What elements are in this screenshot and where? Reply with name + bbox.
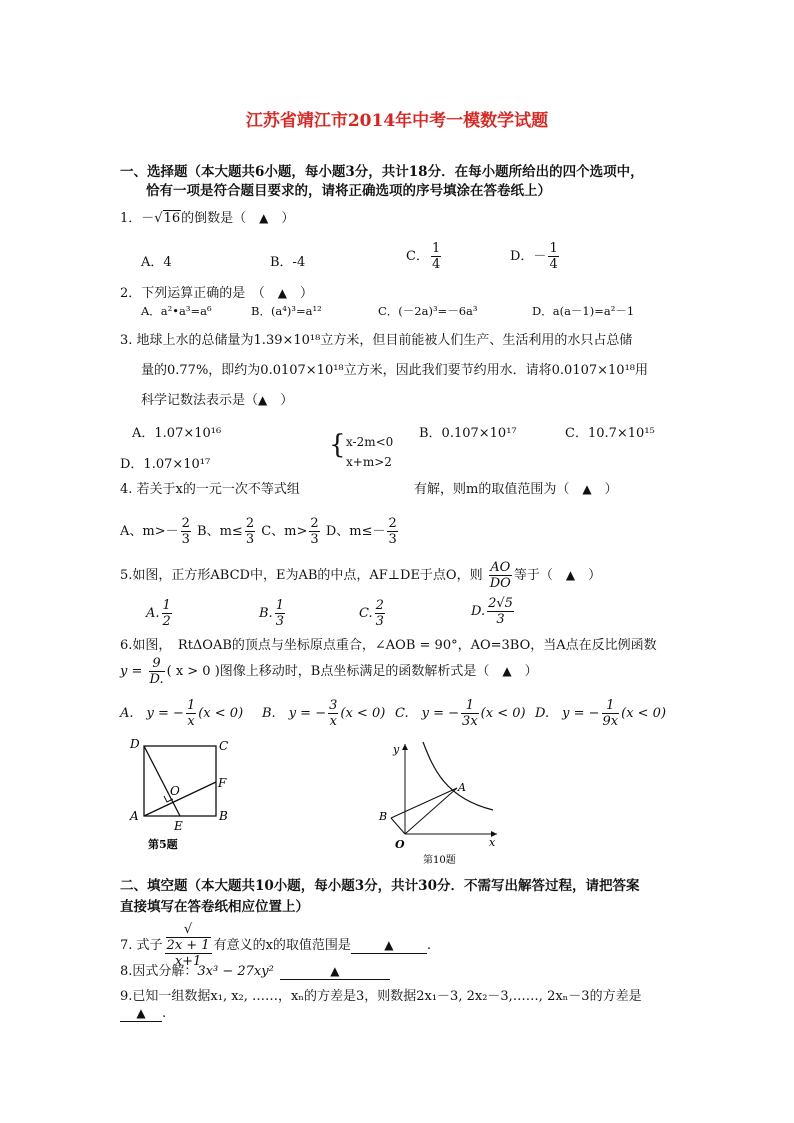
label-y: y [393,743,400,756]
q4-system-1: x-2m<0 [346,435,394,449]
fraction: $\frac{2}{3}$ [245,516,255,547]
q4-option-c: C、m> [261,524,308,539]
fraction: $\frac{1}{4}$ [549,241,558,272]
q3-close: ） [280,393,294,408]
q2-option-c: C．(－2a)³=－6a³ [378,304,478,318]
label-a: A [458,781,466,794]
question-8 [120,960,390,980]
q5-stem2: 等于（ [513,568,553,583]
answer-mark: ▲ [277,286,288,300]
label-c: C [219,739,229,753]
q6-line2 [120,656,538,687]
segment-af [144,782,216,816]
q6-line1: 6.如图， RtΔOAB的顶点与坐标原点重合，∠AOB = 90°，AO=3BO，当A点在反比例函数 [120,638,657,653]
fraction: $\frac{9}{D.}$ [149,656,164,687]
square-abcd [144,746,216,816]
label-b: B [219,809,228,823]
q1-close: ） [281,211,295,226]
fraction: $\frac{3}{x}$ [329,698,338,729]
answer-mark: ▲ [582,482,592,496]
label-f: F [218,776,227,790]
q2-option-d: D．a(a－1)=a²－1 [532,304,635,318]
label-o: O [170,784,180,798]
q4-option-a: A、m>－ [120,524,179,539]
answer-mark: ▲ [259,211,269,225]
q4-stem-cont [414,478,618,497]
answer-mark: ▲ [258,393,268,407]
label-e: E [174,819,183,833]
q3-option-c: C．10.7×10¹⁵ [565,426,655,441]
q3-stem: 科学记数法表示是（ [141,393,259,408]
question-2 [120,282,313,301]
q3-line1: 3. 地球上水的总储量为1.39×10¹⁸立方米，但目前能被人们生产、生活利用的水只占总储 [120,333,633,348]
figure-5-caption: 第5题 [148,838,178,851]
fraction: $\frac{2}{3}$ [375,598,384,629]
q4-option-d: D、m≤－ [325,524,386,539]
segment-ob [391,818,405,834]
q1-option-b: B．-4 [270,255,306,270]
question-5 [120,560,601,591]
q3-option-a: A．1.07×10¹⁶ [132,426,222,441]
q4-option-b: B、m≤ [197,524,243,539]
q4-stem2: 有解，则m的取值范围为（ [414,482,570,497]
q1-number: 1．－ [120,211,155,226]
q6-option-a: A. y = − $\frac{1}{x}$ (x < 0) [120,698,244,729]
figure-10-caption: 第10题 [423,855,456,866]
section2-heading: 二、填空题（本大题共10小题，每小题3分，共计30分．不需写出解答过程，请把答案 [120,878,640,894]
q5-option-d: D. $\frac{2√5}{3}$ [471,596,513,627]
y-axis-arrow [402,744,408,750]
section1-heading: 一、选择题（本大题共6小题，每小题3分，共计18分．在每小题所给出的四个选项中， [120,164,644,180]
q6-option-d: D. y = − $\frac{1}{9x}$ (x < 0) [535,698,667,729]
answer-blank: ▲ [280,964,390,980]
q8-expression: 3x³ − 27xy² [197,964,274,979]
fraction: $\frac{1}{4}$ [431,241,441,272]
q5-option-c: C. $\frac{2}{3}$ [359,598,384,629]
label-b: B [379,810,388,823]
brace-icon: { [329,430,346,460]
q5-close: ） [588,568,602,583]
section1-heading-cont: 恰有一项是符合题目要求的，请将正确选项的序号填涂在答卷纸上） [146,183,551,199]
fraction: $\frac{AO}{DO}$ [489,560,511,591]
q4-close: ） [604,482,618,497]
fraction: √ 2x + 1 x+1 [166,922,210,969]
segment-de [144,746,180,816]
fraction: $\frac{2}{3}$ [310,516,319,547]
q1-c-label: C． [406,249,429,264]
figure-5-square [120,732,240,857]
q4-system-2: x+m>2 [346,455,392,469]
label-a: A [130,809,139,823]
figure-10-graph [365,738,505,866]
q3-line3 [141,389,293,408]
page-title: 江苏省靖江市2014年中考一模数学试题 [245,111,549,131]
fraction: $\frac{2}{3}$ [181,516,190,547]
q5-option-a: A. $\frac{1}{2}$ [146,598,171,629]
q1-radicand: 16 [163,211,181,226]
q3-option-b: B．0.107×10¹⁷ [419,426,517,441]
fraction: $\frac{1}{3x}$ [462,698,478,729]
question-7: 7. 式子 √ 2x + 1 x+1 有意义的x的取值范围是 ▲ . [120,922,432,969]
q1-d-label: D．－ [510,249,547,264]
answer-mark: ▲ [502,664,512,678]
fraction: $\frac{1}{x}$ [186,698,196,729]
segment-ab [391,788,457,818]
section2-heading-cont: 直接填写在答卷纸相应位置上） [120,899,309,915]
q5-stem: 5.如图，正方形ABCD中，E为AB的中点，AF⊥DE于点O，则 [120,568,483,583]
fraction: $\frac{1}{9x}$ [602,698,619,729]
q8-pre: 8.因式分解： [120,964,198,979]
fraction: $\frac{1}{2}$ [162,598,171,629]
sqrt-sign: √ [154,211,163,226]
q6-option-c: C. y = − $\frac{1}{3x}$ (x < 0) [395,698,526,729]
fraction: $\frac{1}{3}$ [275,598,284,629]
q2-stem: 2．下列运算正确的是 （ [120,286,265,301]
q2-close: ） [300,286,314,301]
q4-stem: 4. 若关于x的一元一次不等式组 [120,482,300,497]
q1-option-d [510,241,561,272]
q2-option-b: B．(a⁴)³=a¹² [251,304,322,318]
q5-option-b: B. $\frac{1}{3}$ [259,598,284,629]
q1-option-c [406,241,443,272]
fraction: $\frac{2√5}{3}$ [488,596,513,627]
q1-option-a: A．4 [141,255,172,270]
q6-option-b: B. y = − $\frac{3}{x}$ (x < 0) [262,698,386,729]
q6-y: y = [120,664,143,679]
label-o: O [395,838,405,851]
q6-stem2: ( x > 0 )图像上移动时，B点坐标满足的函数解析式是（ [166,664,490,679]
answer-blank: ▲ [120,1006,162,1022]
q4-options [120,516,400,547]
q6-close: ） [524,664,538,679]
fraction: $\frac{2}{3}$ [388,516,397,547]
q1-stem: 的倒数是（ [181,211,247,226]
q9-line1: 9.已知一组数据x₁, x₂, ……，xₙ的方差是3，则数据2x₁－3, 2x₂－3,……, 2xₙ－3的方差是 [120,989,642,1004]
q9-line2: ▲ . [120,1006,166,1022]
segment-oa [405,788,457,834]
q2-option-a: A．a²•a³=a⁶ [141,304,212,318]
label-d: D [130,737,140,751]
q3-option-d: D．1.07×10¹⁷ [120,457,211,472]
q3-line2: 量的0.77%，即约为0.0107×10¹⁸立方米，因此我们要节约用水．请将0.0107×10¹⁸用 [141,363,648,378]
sqrt-sign: √ [183,922,193,937]
q7-post: 有意义的x的取值范围是 [213,938,351,953]
answer-mark: ▲ [565,568,576,582]
question-1 [120,207,294,226]
label-x: x [489,836,496,849]
q7-pre: 7. 式子 [120,938,163,953]
answer-blank: ▲ [351,938,427,954]
hyperbola-curve [423,742,493,810]
